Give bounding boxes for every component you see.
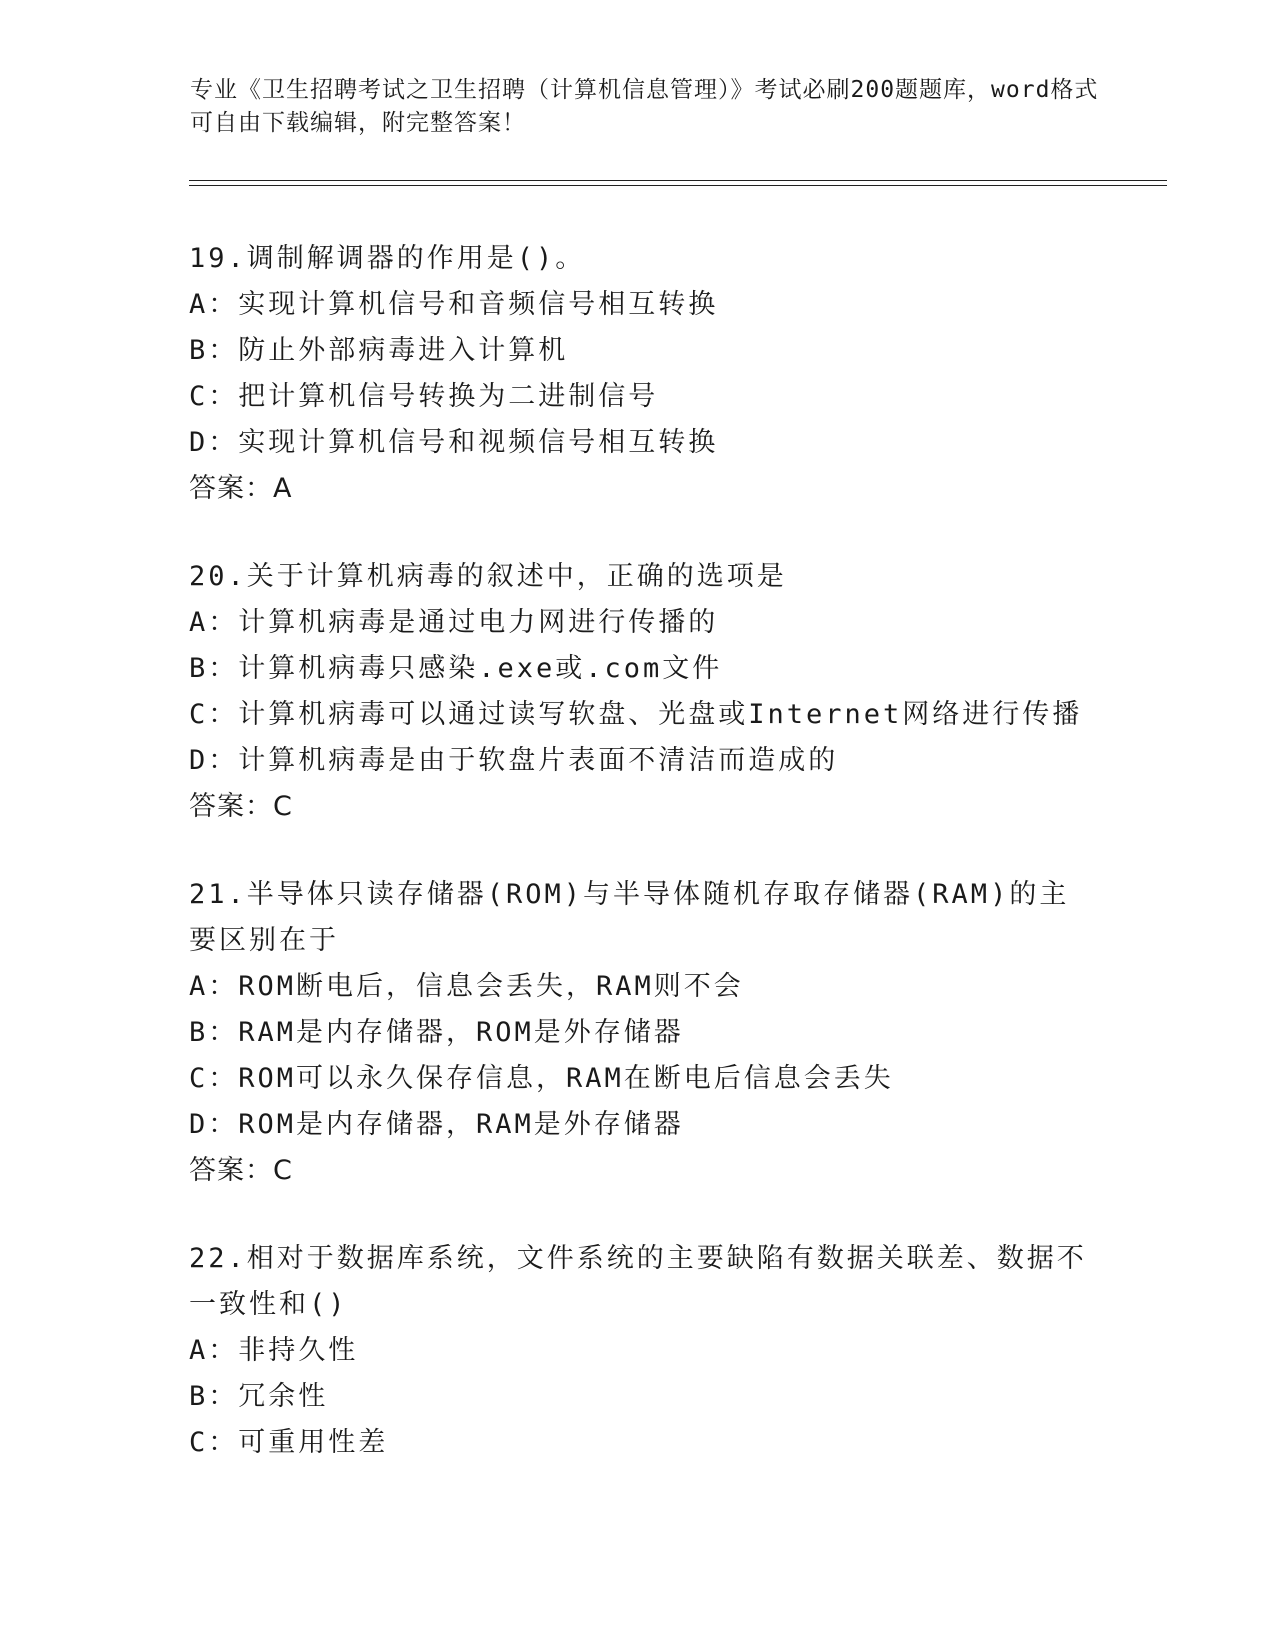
question-stem: 21.半导体只读存储器(ROM)与半导体随机存取存储器(RAM)的主要区别在于 bbox=[189, 879, 1070, 956]
question-stem: 22.相对于数据库系统，文件系统的主要缺陷有数据关联差、数据不一致性和() bbox=[189, 1243, 1087, 1320]
option-b: B：冗余性 bbox=[189, 1381, 329, 1412]
question-20 bbox=[189, 554, 1099, 830]
option-a: A：实现计算机信号和音频信号相互转换 bbox=[189, 289, 719, 320]
option-c: C：ROM可以永久保存信息，RAM在断电后信息会丢失 bbox=[189, 1063, 894, 1094]
option-a: A：ROM断电后，信息会丢失，RAM则不会 bbox=[189, 971, 744, 1002]
option-b: B：防止外部病毒进入计算机 bbox=[189, 335, 569, 366]
option-c: C：把计算机信号转换为二进制信号 bbox=[189, 381, 659, 412]
answer-line: 答案：C bbox=[189, 1155, 293, 1186]
option-d: D：实现计算机信号和视频信号相互转换 bbox=[189, 427, 719, 458]
document-header bbox=[190, 74, 1100, 140]
answer-line: 答案：C bbox=[189, 791, 293, 822]
option-c: C：计算机病毒可以通过读写软盘、光盘或Internet网络进行传播 bbox=[189, 699, 1083, 730]
answer-line: 答案：A bbox=[189, 473, 293, 504]
question-22 bbox=[189, 1236, 1099, 1466]
option-a: A：非持久性 bbox=[189, 1335, 359, 1366]
header-divider-bottom bbox=[189, 185, 1167, 186]
header-divider-top bbox=[189, 180, 1167, 181]
option-a: A：计算机病毒是通过电力网进行传播的 bbox=[189, 607, 719, 638]
question-stem: 19.调制解调器的作用是()。 bbox=[189, 243, 586, 274]
option-d: D：ROM是内存储器，RAM是外存储器 bbox=[189, 1109, 684, 1140]
option-c: C：可重用性差 bbox=[189, 1427, 389, 1458]
option-b: B：RAM是内存储器，ROM是外存储器 bbox=[189, 1017, 684, 1048]
question-list bbox=[189, 236, 1099, 1508]
option-b: B：计算机病毒只感染.exe或.com文件 bbox=[189, 653, 723, 684]
question-19 bbox=[189, 236, 1099, 512]
document-title: 专业《卫生招聘考试之卫生招聘（计算机信息管理）》考试必刷200题题库，word格式可自由下载编辑，附完整答案！ bbox=[190, 77, 1099, 136]
option-d: D：计算机病毒是由于软盘片表面不清洁而造成的 bbox=[189, 745, 839, 776]
question-stem: 20.关于计算机病毒的叙述中，正确的选项是 bbox=[189, 561, 787, 592]
question-21 bbox=[189, 872, 1099, 1194]
